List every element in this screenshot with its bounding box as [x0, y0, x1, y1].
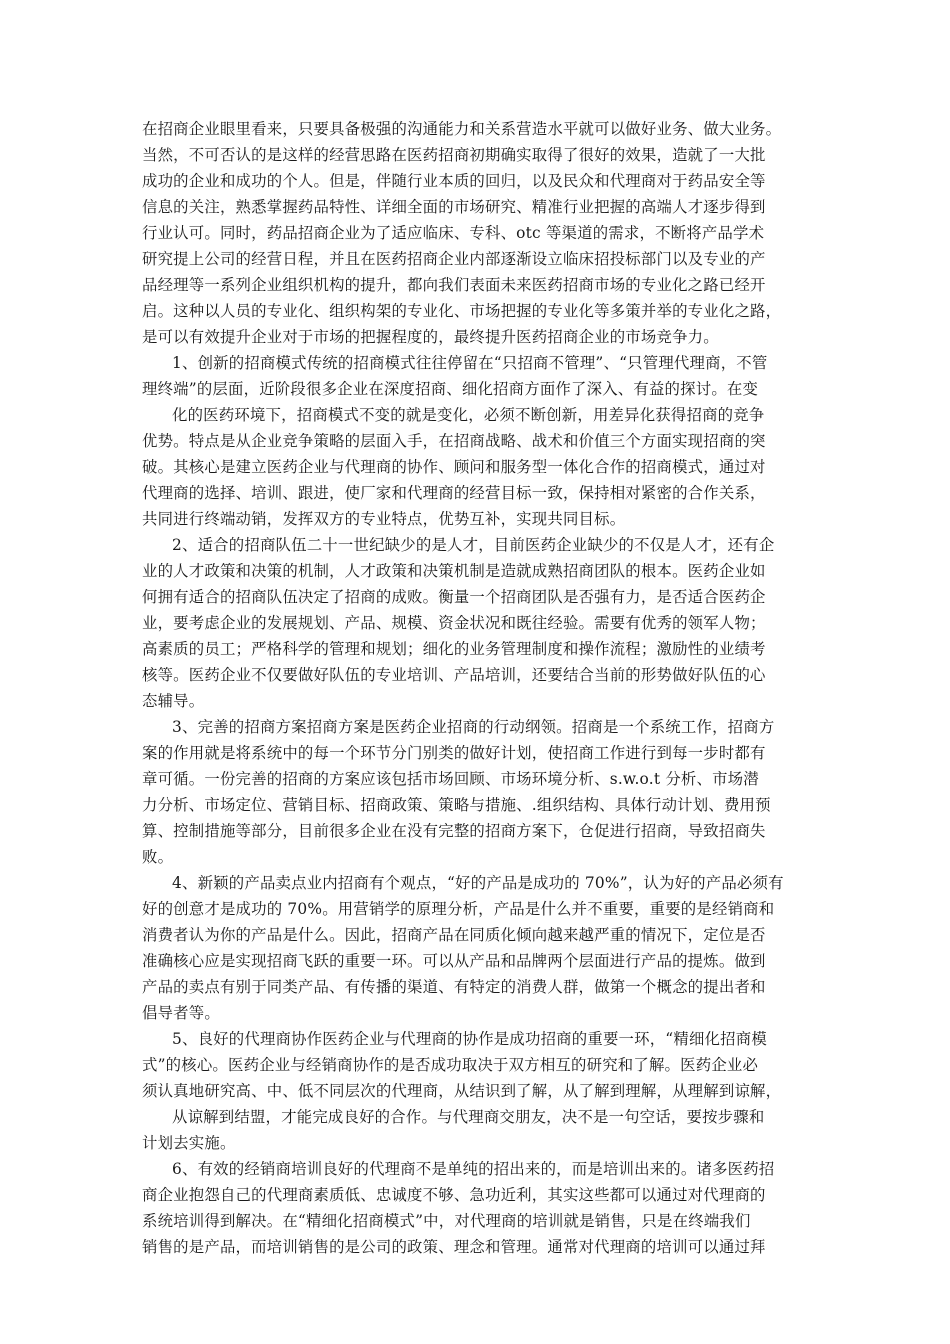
text-line: 式”的核心。医药企业与经销商协作的是否成功取决于双方相互的研究和了解。医药企业必 [142, 1056, 759, 1074]
text-line: 业的人才政策和决策的机制，人才政策和决策机制是造就成熟招商团队的根本。医药企业如 [142, 562, 766, 580]
text-line: 高素质的员工；严格科学的管理和规划；细化的业务管理制度和操作流程；激励性的业绩考 [142, 640, 766, 658]
text-line: 是可以有效提升企业对于市场的把握程度的，最终提升医药招商企业的市场竞争力。 [142, 328, 719, 346]
text-line: 信息的关注，熟悉掌握药品特性、详细全面的市场研究、精准行业把握的高端人才逐步得到 [142, 198, 766, 216]
text-line: 当然，不可否认的是这样的经营思路在医药招商初期确实取得了很好的效果，造就了一大批 [142, 146, 766, 164]
text-line: 好的创意才是成功的 70%。用营销学的原理分析，产品是什么并不重要，重要的是经销商和 [142, 900, 775, 918]
text-line: 倡导者等。 [142, 1004, 220, 1022]
text-line: 案的作用就是将系统中的每一个环节分门别类的做好计划，使招商工作进行到每一步时都有 [142, 744, 766, 762]
text-line: 在招商企业眼里看来，只要具备极强的沟通能力和关系营造水平就可以做好业务、做大业务。 [142, 120, 782, 138]
text-line: 核等。医药企业不仅要做好队伍的专业培训、产品培训，还要结合当前的形势做好队伍的心 [142, 666, 766, 684]
text-line: 销售的是产品，而培训销售的是公司的政策、理念和管理。通常对代理商的培训可以通过拜 [142, 1238, 766, 1256]
text-line: 须认真地研究高、中、低不同层次的代理商，从结识到了解，从了解到理解，从理解到谅解， [142, 1082, 782, 1100]
text-line: 代理商的选择、培训、跟进，使厂家和代理商的经营目标一致，保持相对紧密的合作关系， [142, 484, 766, 502]
text-line: 系统培训得到解决。在“精细化招商模式”中，对代理商的培训就是销售，只是在终端我们 [142, 1212, 751, 1230]
text-line: 启。这种以人员的专业化、组织构架的专业化、市场把握的专业化等多策并举的专业化之路， [142, 302, 782, 320]
text-line: 何拥有适合的招商队伍决定了招商的成败。衡量一个招商团队是否强有力，是否适合医药企 [142, 588, 766, 606]
text-line: 行业认可。同时，药品招商企业为了适应临床、专科、otc 等渠道的需求，不断将产品学术 [142, 224, 765, 242]
text-line: 算、控制措施等部分，目前很多企业在没有完整的招商方案下，仓促进行招商，导致招商失 [142, 822, 766, 840]
text-line: 优势。特点是从企业竞争策略的层面入手，在招商战略、战术和价值三个方面实现招商的突 [142, 432, 766, 450]
text-line: 力分析、市场定位、营销目标、招商政策、策略与措施、.组织结构、具体行动计划、费用预 [142, 796, 771, 814]
text-line: 败。 [142, 848, 174, 866]
text-line: 计划去实施。 [142, 1134, 236, 1152]
text-line: 品经理等一系列企业组织机构的提升，都向我们表面未来医药招商市场的专业化之路已经开 [142, 276, 766, 294]
paragraph-heading-3: 3、完善的招商方案招商方案是医药企业招商的行动纲领。招商是一个系统工作，招商方 [172, 718, 775, 736]
paragraph-heading-5: 5、良好的代理商协作医药企业与代理商的协作是成功招商的重要一环，“精细化招商模 [172, 1030, 767, 1048]
text-line: 商企业抱怨自己的代理商素质低、忠诚度不够、急功近利，其实这些都可以通过对代理商的 [142, 1186, 766, 1204]
text-line: 化的医药环境下，招商模式不变的就是变化，必须不断创新，用差异化获得招商的竞争 [172, 406, 765, 424]
text-line: 态辅导。 [142, 692, 205, 710]
text-line: 理终端”的层面，近阶段很多企业在深度招商、细化招商方面作了深入、有益的探讨。在变 [142, 380, 759, 398]
text-line: 章可循。一份完善的招商的方案应该包括市场回顾、市场环境分析、s.w.o.t 分析、市场潜 [142, 770, 759, 788]
paragraph-heading-1: 1、创新的招商模式传统的招商模式往往停留在“只招商不管理”、“只管理代理商，不管 [172, 354, 768, 372]
paragraph-heading-4: 4、新颖的产品卖点业内招商有个观点，“好的产品是成功的 70%”，认为好的产品必须有 [172, 874, 784, 892]
text-line: 研究提上公司的经营日程，并且在医药招商企业内部逐渐设立临床招投标部门以及专业的产 [142, 250, 766, 268]
text-line: 成功的企业和成功的个人。但是，伴随行业本质的回归，以及民众和代理商对于药品安全等 [142, 172, 766, 190]
text-line: 共同进行终端动销，发挥双方的专业特点，优势互补，实现共同目标。 [142, 510, 626, 528]
text-line: 从谅解到结盟，才能完成良好的合作。与代理商交朋友，决不是一句空话，要按步骤和 [172, 1108, 765, 1126]
text-line: 破。其核心是建立医药企业与代理商的协作、顾问和服务型一体化合作的招商模式，通过对 [142, 458, 766, 476]
paragraph-heading-6: 6、有效的经销商培训良好的代理商不是单纯的招出来的，而是培训出来的。诸多医药招 [172, 1160, 775, 1178]
paragraph-heading-2: 2、适合的招商队伍二十一世纪缺少的是人才，目前医药企业缺少的不仅是人才，还有企 [172, 536, 775, 554]
text-line: 业，要考虑企业的发展规划、产品、规模、资金状况和既往经验。需要有优秀的领军人物； [142, 614, 766, 632]
text-line: 准确核心应是实现招商飞跃的重要一环。可以从产品和品牌两个层面进行产品的提炼。做到 [142, 952, 766, 970]
text-line: 产品的卖点有别于同类产品、有传播的渠道、有特定的消费人群，做第一个概念的提出者和 [142, 978, 766, 996]
text-line: 消费者认为你的产品是什么。因此，招商产品在同质化倾向越来越严重的情况下，定位是否 [142, 926, 766, 944]
